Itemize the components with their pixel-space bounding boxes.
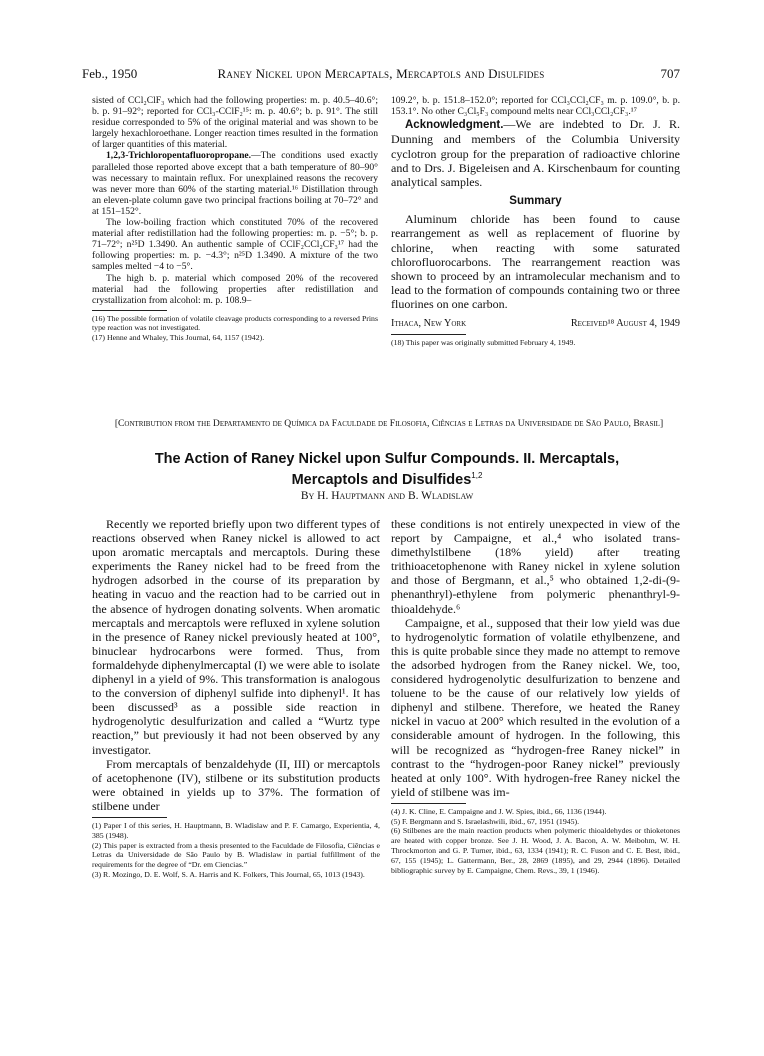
header-page-number: 707 — [660, 66, 680, 81]
acknowledgment-heading: Acknowledgment. — [405, 119, 504, 132]
paragraph: The low-boiling fraction which constituted 70% of the recovered material after redistillation had the following properties: m. p. −5°; b. p. 71–72°; n²⁵D 1.3490. An authentic sample of CClF₂CCl₂CF₃¹⁷ had the following properties: m. p. −4.3°; n²⁵D 1.3490. A mixture of the two samples melted −4 to −5°. — [92, 217, 378, 273]
title-line-2 — [95, 468, 679, 488]
subheading: 1,2,3-Trichloropentafluoropropane. — [106, 150, 252, 162]
footnotes — [391, 807, 680, 876]
paragraph — [92, 150, 378, 217]
footnotes — [92, 821, 380, 880]
footnote: (4) J. K. Cline, E. Campaigne and J. W. Spies, ibid., 66, 1136 (1944). — [391, 806, 607, 816]
footnote-divider — [92, 310, 167, 311]
article-left-column — [92, 517, 380, 880]
footnote: (16) The possible formation of volatile cleavage products corresponding to a reversed Prins type reaction was not investigated. — [92, 313, 378, 333]
previous-article-right-column — [391, 95, 680, 347]
paragraph: From mercaptals of benzaldehyde (II, III) or mercaptols of acetophenone (IV), stilbene or its substitution products were obtained in yields up to 37%. The formation of stilbene under — [92, 756, 380, 813]
paragraph: Campaigne, et al., supposed that their low yield was due to hydrogenolytic formation of volatile ethylbenzene, and this is quite probable since they made no attempt to remove the adsorbed hydrogen from the Raney nickel. We, too, considered hydrogenolytic desulfurization to benzene and toluene to be the cause of our relatively low yields of diphenyl and stilbene. Therefore, we heated the Raney nickel in vacuo at 200° which resulted in the evolution of a considerable amount of hydrogen. In the following, this will be recognized as “hydrogen-free Raney nickel” in contrast to the “hydrogen-poor Raney nickel” previously heated at only 100°. With hydrogen-free Raney nickel the yield of stilbene was im- — [391, 615, 680, 799]
page-header — [82, 66, 680, 86]
paragraph: these conditions is not entirely unexpected in view of the report by Campaigne, et al.,⁴ who isolated trans-dimethylstilbene (18% yield) after treating trithioacetophenone with Raney nickel in xylene solution and those of Bergmann, et al.,⁵ who obtained 1,2-di-(9-phenanthryl)-ethylene from polymeric phenanthryl-9-thioaldehyde.⁶ — [391, 517, 680, 616]
footnote: (1) Paper I of this series, H. Hauptmann, B. Wladislaw and P. F. Camargo, Experientia, 4, 385 (1948). — [92, 820, 380, 840]
footnote-divider — [391, 803, 466, 804]
header-running-title: Raney Nickel upon Mercaptals, Mercaptols and Disulfides — [217, 66, 545, 81]
footnote-divider — [391, 334, 466, 335]
footnote: (5) F. Bergmann and S. Israelashwili, ibid., 67, 1951 (1945). — [391, 816, 580, 826]
paragraph: The high b. p. material which composed 20% of the recovered material had the following properties after redistillation and crystallization from alcohol: m. p. 108.9– — [92, 272, 378, 306]
footnote: (3) R. Mozingo, D. E. Wolf, S. A. Harris and K. Folkers, This Journal, 65, 1013 (1943). — [92, 869, 365, 879]
header-date: Feb., 1950 — [82, 66, 138, 81]
previous-article-left-column — [92, 95, 378, 343]
summary-text: Aluminum chloride has been found to cause rearrangement as well as replacement of fluorine by chlorine, when reacting with some saturated chlorofluorocarbons. The rearrangement reaction was shown to proceed by an intramolecular mechanism and to lead to the formation of compounds containing two or three fluorines on one carbon. — [391, 212, 680, 312]
paragraph: sisted of CCl₂ClF₃ which had the following properties: m. p. 40.5–40.6°; b. p. 91–92°; reported for CCl₃-CClF₂¹⁵: m. p. 40.6°; b. p. 91°. The still residue corresponded to 5% of the original material and was shown to be largely hexachloroethane. Longer reaction times resulted in the formation of larger quantities of this material. — [92, 95, 378, 151]
title-footnote-marker: 1,2 — [471, 470, 483, 480]
paragraph: 109.2°, b. p. 151.8–152.0°; reported for CCl₃CCl₂CF₃ m. p. 109.0°, b. p. 153.1°. No other C₃Cl₅F₃ compound melts near CCl₃CCl₂CF₃.¹⁷ — [391, 95, 680, 118]
place: Ithaca, New York — [391, 317, 467, 329]
title-line: Mercaptols and Disulfides — [291, 471, 472, 488]
contribution-line: [Contribution from the Departamento de Química da Faculdade de Filosofia, Ciências e Letras da Universidade de São Paulo, Brasil] — [114, 418, 664, 429]
acknowledgment — [391, 117, 680, 189]
footnote-divider — [92, 817, 167, 818]
acknowledgment-text: —We are indebted to Dr. J. R. Dunning and members of the Columbia University cyclotron group for the preparation of radioactive chlorine and to Drs. J. Bigeleisen and A. Kirschenbaum for counting analytical samples. — [391, 117, 680, 189]
paragraph-text: —The conditions used exactly paralleled those reported above except that a bath temperature of 80–90° was necessary to maintain reflux. For unexplained reasons the recovery was never more than 60% of the starting material.¹⁶ Distillation through an eleven-plate column gave two principal fractions boiling at 70–72° and at 151–152°. — [92, 150, 378, 217]
article-right-column — [391, 517, 680, 875]
article-title — [95, 451, 679, 488]
footnote: (6) Stilbenes are the main reaction products when polymeric thioaldehydes or thioketones are heated with copper bronze. See J. H. Wood, J. A. Bacon, A. W. Meibohm, W. H. Throckmorton and G. P. Turner, ibid., 63, 1334 (1941); R. C. Fuson and C. E. Best, ibid., 67, 155 (1945); L. Gattermann, Ber., 28, 2869 (1895), and 29, 2944 (1896). Detailed bibliographic survey by E. Campaigne, Chem. Revs., 39, 1 (1946). — [391, 826, 680, 875]
received-date: Received¹⁸ August 4, 1949 — [570, 317, 680, 329]
footnote: (17) Henne and Whaley, This Journal, 64, 1157 (1942). — [92, 332, 265, 342]
footnote: (2) This paper is extracted from a thesis presented to the Faculdade de Filosofia, Ciências e Letras da Universidade de São Paulo by B. Wladislaw in partial fulfillment of the requirements for the degree of “Dr. em Ciencias.” — [92, 840, 380, 870]
summary-heading: Summary — [509, 195, 562, 208]
dateline — [391, 318, 680, 330]
paragraph: Recently we reported briefly upon two different types of reactions observed when Raney nickel is allowed to act upon aromatic mercaptals and mercaptols. During these experiments the Raney nickel had to be freed from the hydrogen adsorbed in the course of its preparation by heating in vacuo and the reaction had to be carried out in the absence of hydrogen donating solvents. When aromatic mercaptals and mercaptols were refluxed in xylene solution in the presence of Raney nickel previously heated at 100°, binuclear hydrocarbons were formed. Thus, from formaldehyde diphenylmercaptal (I) we were able to isolate diphenyl in a yield of 9%. This transformation is analogous to the conversion of diphenyl sulfide into diphenyl¹. It has been discussed³ as a possible side reaction in hydrogenolytic desulfurization and called a “Wurtz type reaction,” but previously it had not been observed by any investigator. — [92, 517, 380, 757]
article-authors: By H. Hauptmann and B. Wladislaw — [300, 490, 474, 502]
title-line: The Action of Raney Nickel upon Sulfur Compounds. II. Mercaptals, — [154, 451, 620, 467]
footnote: (18) This paper was originally submitted February 4, 1949. — [391, 337, 576, 347]
